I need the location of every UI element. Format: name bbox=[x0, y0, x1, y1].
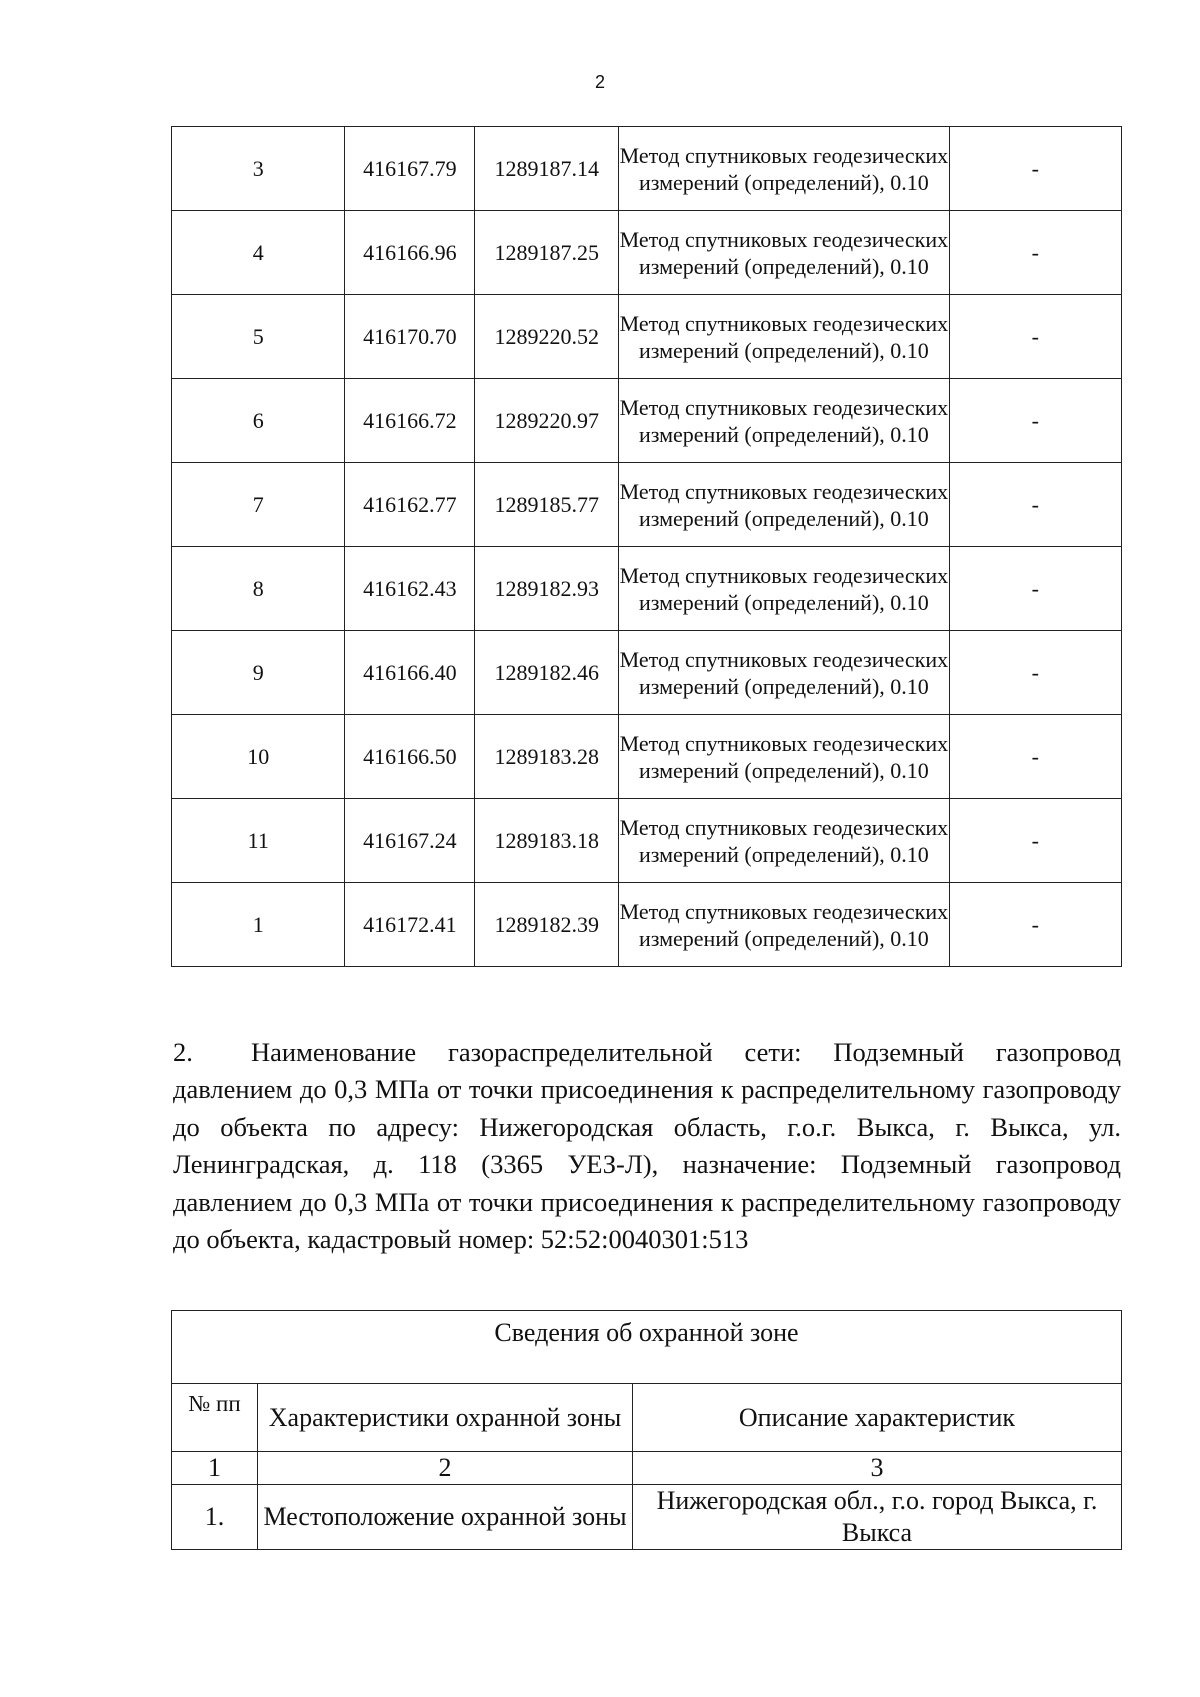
description-cell: - bbox=[949, 547, 1121, 631]
description-cell: - bbox=[949, 883, 1121, 967]
x-coordinate-cell: 416166.72 bbox=[345, 379, 475, 463]
table-row bbox=[172, 211, 1122, 295]
method-cell: Метод спутниковых геодезических измерений (определений), 0.10 bbox=[619, 631, 949, 715]
y-coordinate-cell: 1289220.97 bbox=[475, 379, 619, 463]
method-cell: Метод спутниковых геодезических измерений (определений), 0.10 bbox=[619, 127, 949, 211]
x-coordinate-cell: 416162.43 bbox=[345, 547, 475, 631]
section-text: Наименование газораспределительной сети: Подземный газопровод давлением до 0,3 МПа от точки присоединения к распределительному газопроводу до объекта по адресу: Нижегородская область, г.о.г. Выкса, г. Выкса, ул. Ленинградская, д. 118 (3365 УЕЗ-Л), назначение: Подземный газопровод давлением до 0,3 МПа от точки присоединения к распределительному газопроводу до объекта, кадастровый номер: 52:52:0040301:513 bbox=[173, 1036, 1121, 1254]
point-number-cell: 11 bbox=[172, 799, 345, 883]
column-index-row bbox=[172, 1452, 1122, 1485]
point-number-cell: 5 bbox=[172, 295, 345, 379]
y-coordinate-cell: 1289185.77 bbox=[475, 463, 619, 547]
description-cell: - bbox=[949, 379, 1121, 463]
x-coordinate-cell: 416162.77 bbox=[345, 463, 475, 547]
x-coordinate-cell: 416167.79 bbox=[345, 127, 475, 211]
table-row bbox=[172, 1485, 1122, 1550]
row-number-cell: 1. bbox=[172, 1485, 258, 1550]
y-coordinate-cell: 1289187.14 bbox=[475, 127, 619, 211]
y-coordinate-cell: 1289182.46 bbox=[475, 631, 619, 715]
point-number-cell: 9 bbox=[172, 631, 345, 715]
x-coordinate-cell: 416166.50 bbox=[345, 715, 475, 799]
x-coordinate-cell: 416172.41 bbox=[345, 883, 475, 967]
table-row bbox=[172, 715, 1122, 799]
description-cell: - bbox=[949, 211, 1121, 295]
table-row bbox=[172, 463, 1122, 547]
column-header: Характеристики охранной зоны bbox=[258, 1384, 633, 1452]
section-2-paragraph bbox=[173, 1034, 1121, 1259]
table-header-row bbox=[172, 1384, 1122, 1452]
description-cell: Нижегородская обл., г.о. город Выкса, г. Выкса bbox=[633, 1485, 1122, 1550]
description-cell: - bbox=[949, 295, 1121, 379]
coordinates-table bbox=[171, 126, 1122, 967]
page-number: 2 bbox=[594, 72, 605, 92]
y-coordinate-cell: 1289182.93 bbox=[475, 547, 619, 631]
method-cell: Метод спутниковых геодезических измерений (определений), 0.10 bbox=[619, 715, 949, 799]
section-number: 2. bbox=[173, 1036, 193, 1067]
column-index: 2 bbox=[258, 1452, 633, 1485]
description-cell: - bbox=[949, 127, 1121, 211]
table-row bbox=[172, 295, 1122, 379]
method-cell: Метод спутниковых геодезических измерений (определений), 0.10 bbox=[619, 211, 949, 295]
table-row bbox=[172, 127, 1122, 211]
table-title: Сведения об охранной зоне bbox=[172, 1311, 1122, 1384]
table-title-row bbox=[172, 1311, 1122, 1384]
column-index: 1 bbox=[172, 1452, 258, 1485]
point-number-cell: 10 bbox=[172, 715, 345, 799]
point-number-cell: 8 bbox=[172, 547, 345, 631]
description-cell: - bbox=[949, 715, 1121, 799]
table-row bbox=[172, 547, 1122, 631]
method-cell: Метод спутниковых геодезических измерений (определений), 0.10 bbox=[619, 883, 949, 967]
method-cell: Метод спутниковых геодезических измерений (определений), 0.10 bbox=[619, 379, 949, 463]
x-coordinate-cell: 416170.70 bbox=[345, 295, 475, 379]
y-coordinate-cell: 1289183.28 bbox=[475, 715, 619, 799]
y-coordinate-cell: 1289182.39 bbox=[475, 883, 619, 967]
point-number-cell: 4 bbox=[172, 211, 345, 295]
y-coordinate-cell: 1289220.52 bbox=[475, 295, 619, 379]
protection-zone-table bbox=[171, 1310, 1122, 1550]
method-cell: Метод спутниковых геодезических измерений (определений), 0.10 bbox=[619, 463, 949, 547]
description-cell: - bbox=[949, 799, 1121, 883]
table-row bbox=[172, 631, 1122, 715]
y-coordinate-cell: 1289187.25 bbox=[475, 211, 619, 295]
x-coordinate-cell: 416166.96 bbox=[345, 211, 475, 295]
description-cell: - bbox=[949, 631, 1121, 715]
method-cell: Метод спутниковых геодезических измерений (определений), 0.10 bbox=[619, 295, 949, 379]
x-coordinate-cell: 416167.24 bbox=[345, 799, 475, 883]
description-cell: - bbox=[949, 463, 1121, 547]
column-header: Описание характеристик bbox=[633, 1384, 1122, 1452]
table-row bbox=[172, 883, 1122, 967]
characteristic-cell: Местоположение охранной зоны bbox=[258, 1485, 633, 1550]
x-coordinate-cell: 416166.40 bbox=[345, 631, 475, 715]
method-cell: Метод спутниковых геодезических измерений (определений), 0.10 bbox=[619, 547, 949, 631]
point-number-cell: 1 bbox=[172, 883, 345, 967]
point-number-cell: 7 bbox=[172, 463, 345, 547]
method-cell: Метод спутниковых геодезических измерений (определений), 0.10 bbox=[619, 799, 949, 883]
table-row bbox=[172, 799, 1122, 883]
point-number-cell: 6 bbox=[172, 379, 345, 463]
y-coordinate-cell: 1289183.18 bbox=[475, 799, 619, 883]
column-index: 3 bbox=[633, 1452, 1122, 1485]
point-number-cell: 3 bbox=[172, 127, 345, 211]
column-header: № пп bbox=[172, 1384, 258, 1452]
table-row bbox=[172, 379, 1122, 463]
